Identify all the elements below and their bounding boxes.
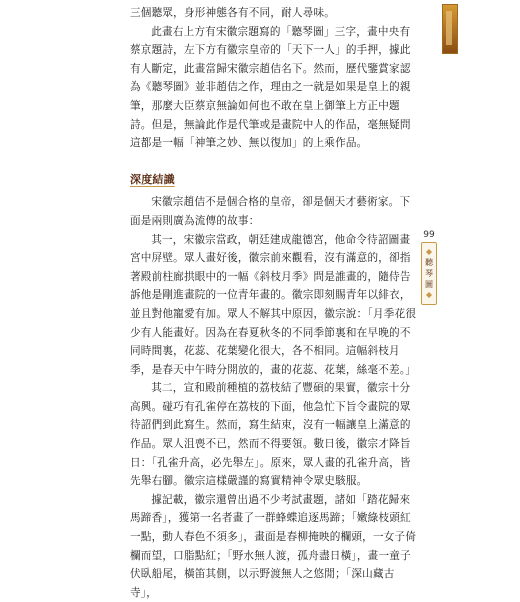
paragraph-4: 其一，宋徽宗當政，朝廷建成龍德宮，他命令待詔圖畫宮中屏壁。眾人畫好後，徽宗前來觀看，沒有滿意的，卻指著殿前柱廊拱眼中的一幅《斜枝月季》問是誰畫的，隨侍告訴他是剛進畫院的一位青年畫的。徽宗即刻賜青年以緋衣，並且對他寵愛有加。眾人不解其中原因，徽宗說：「月季花很少有人能畫好。因為在春夏秋冬的不同季節裏和在早晚的不同時間裏，花蕊、花葉變化很大，各不相同。這幅斜枝月季，是春天中午時分開放的，畫的花蕊、花葉，絲毫不差。」	[130, 233, 417, 376]
paragraph-2: 此畫右上方有宋徽宗題寫的「聽琴圖」三字，畫中央有蔡京題詩，左下方有徽宗皇帝的「天下一人」的手押，據此有人斷定，此畫當歸宋徽宗趙佶名下。然而，歷代鑒賞家認為《聽琴圖》並非趙佶之作，理由之一就是如果是皇上的親筆，那麼大臣蔡京無論如何也不敢在皇上御筆上方正中題詩。但是，無論此作是代筆或是畫院中人的作品，毫無疑問這都是一幅「神筆之妙、無以復加」的上乘作品。	[130, 25, 411, 150]
side-ornament	[421, 230, 437, 305]
paragraph-5: 其二，宣和殿前種植的荔枝結了豐碩的果實，徽宗十分高興。碰巧有孔雀停在荔枝的下面，他急忙下旨令畫院的眾待詔們到此寫生。然而，寫生結束，沒有一幅讓皇上滿意的作品。眾人沮喪不已，然而不得要領。數日後，徽宗才降旨日：「孔雀升高，必先舉左」。原來，眾人畫的孔雀升高，皆先舉右腳。徽宗這樣嚴謹的寫實精神令眾史駭服。	[130, 382, 411, 488]
paragraph-3: 宋徽宗趙佶不是個合格的皇帝，卻是個天才藝術家。下面是兩則廣為流傳的故事：	[130, 196, 411, 227]
side-tab	[421, 242, 437, 305]
side-tab-char-1: 聽	[425, 258, 433, 267]
thumbnail-highlight	[446, 11, 452, 45]
side-tab-char-3: 圖	[425, 280, 433, 289]
page-number: 99	[423, 230, 435, 240]
main-text-column	[130, 4, 420, 602]
diamond-icon	[426, 292, 432, 298]
section-heading: 深度結識	[130, 172, 175, 186]
paragraph-6: 據記載，徽宗還曾出過不少考試畫題，諸如「踏花歸來馬蹄香」，獲第一名者畫了一群蜂蝶追逐馬蹄；「嫩綠枝頭紅一點，動人春色不須多」，畫面是春柳掩映的欄頭，一女子倚欄而望，口脂點紅；「野水無人渡，孤舟盡日橫」，畫一童子伏臥船尾，橫笛其側，以示野渡無人之悠閒；「深山藏古寺」，	[130, 493, 417, 599]
painting-thumbnail	[442, 4, 458, 54]
diamond-icon	[426, 249, 432, 255]
side-tab-char-2: 琴	[425, 269, 433, 278]
paragraph-1: 三個聽眾，身形神態各有不同，耐人尋味。	[130, 7, 336, 19]
